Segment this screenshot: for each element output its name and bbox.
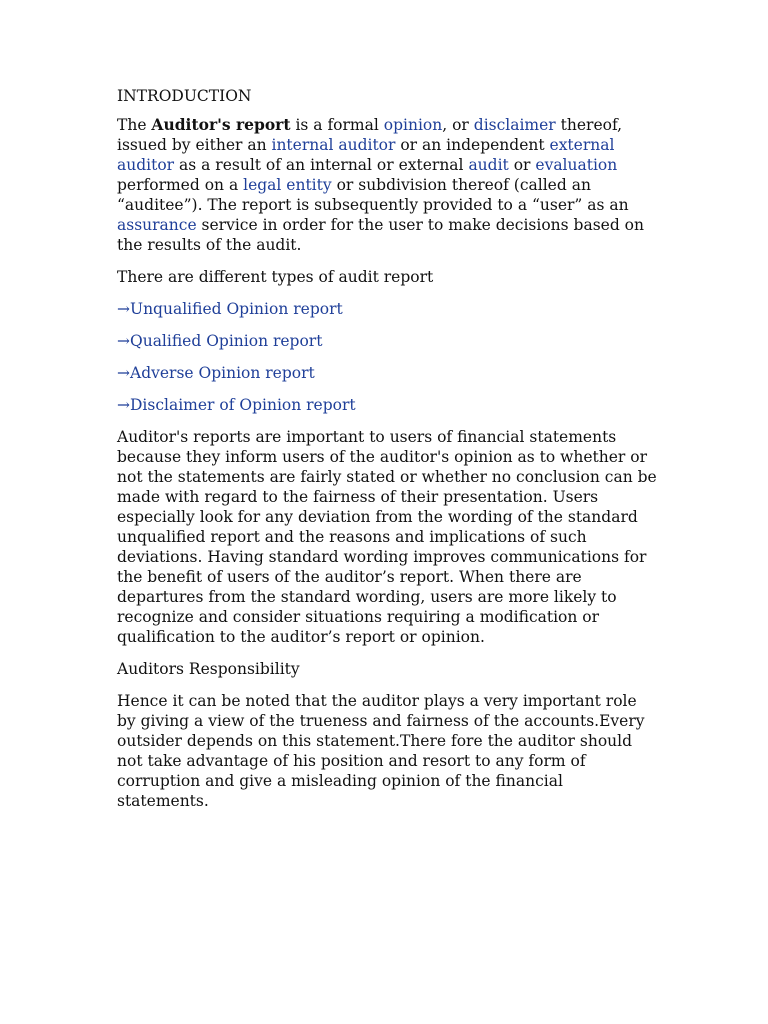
evaluation-link[interactable]: evaluation	[535, 156, 618, 174]
type-link-unqualified[interactable]: Unqualified Opinion report	[130, 300, 343, 318]
audit-link[interactable]: audit	[468, 156, 509, 174]
auditor-report-definition	[117, 115, 658, 255]
type-link-disclaimer[interactable]: Disclaimer of Opinion report	[130, 396, 356, 414]
text-segment: thereof, issued by either an	[117, 116, 623, 154]
text-segment: or subdivision thereof (called an “auditee”). The report is subsequently provided to a “user” as an	[117, 176, 629, 214]
text-segment: service in order for the user to make decisions based on the results of the audit.	[117, 216, 644, 254]
opinion-link[interactable]: opinion	[383, 116, 443, 134]
importance-paragraph: Auditor's reports are important to users of financial statements because they inform users of the auditor's opinion as to whether or not the statements are fairly stated or whether no conclusion can be made with regard to the fairness of their presentation. Users especially look for any deviation from the wording of the standard unqualified report and the reasons and implications of such deviations. Having standard wording improves communications for the benefit of users of the auditor’s report. When there are departures from the standard wording, users are more likely to recognize and consider situations requiring a modification or qualification to the auditor’s report or opinion.	[117, 428, 657, 646]
type-item-unqualified[interactable]	[117, 299, 658, 319]
type-item-qualified[interactable]	[117, 331, 658, 351]
arrow-right-icon: →	[117, 300, 130, 318]
responsibility-paragraph: Hence it can be noted that the auditor plays a very important role by giving a view of the trueness and fairness of the accounts.Every outsider depends on this statement.There fore the auditor should not take advantage of his position and resort to any form of corruption and give a misleading opinion of the financial statements.	[117, 692, 645, 810]
arrow-right-icon: →	[117, 332, 130, 350]
assurance-link[interactable]: assurance	[117, 216, 197, 234]
introduction-heading: INTRODUCTION	[117, 87, 252, 105]
type-item-disclaimer[interactable]	[117, 395, 658, 415]
legal-entity-link[interactable]: legal entity	[243, 176, 332, 194]
text-segment: , or	[442, 116, 474, 134]
type-link-adverse[interactable]: Adverse Opinion report	[130, 364, 315, 382]
type-item-adverse[interactable]	[117, 363, 658, 383]
text-segment: performed on a	[117, 176, 244, 194]
responsibility-heading: Auditors Responsibility	[117, 660, 300, 678]
arrow-right-icon: →	[117, 364, 130, 382]
types-intro: There are different types of audit report	[117, 268, 434, 286]
internal-auditor-link[interactable]: internal auditor	[271, 136, 396, 154]
text-segment: is a formal	[290, 116, 384, 134]
arrow-right-icon: →	[117, 396, 130, 414]
text-segment: as a result of an internal or external	[174, 156, 469, 174]
type-link-qualified[interactable]: Qualified Opinion report	[130, 332, 323, 350]
external-auditor-link[interactable]: external auditor	[117, 136, 615, 174]
auditors-report-term: Auditor's report	[151, 115, 291, 134]
disclaimer-link[interactable]: disclaimer	[473, 116, 556, 134]
text-segment: or an independent	[395, 136, 550, 154]
text-segment: The	[117, 116, 152, 134]
text-segment: or	[508, 156, 536, 174]
